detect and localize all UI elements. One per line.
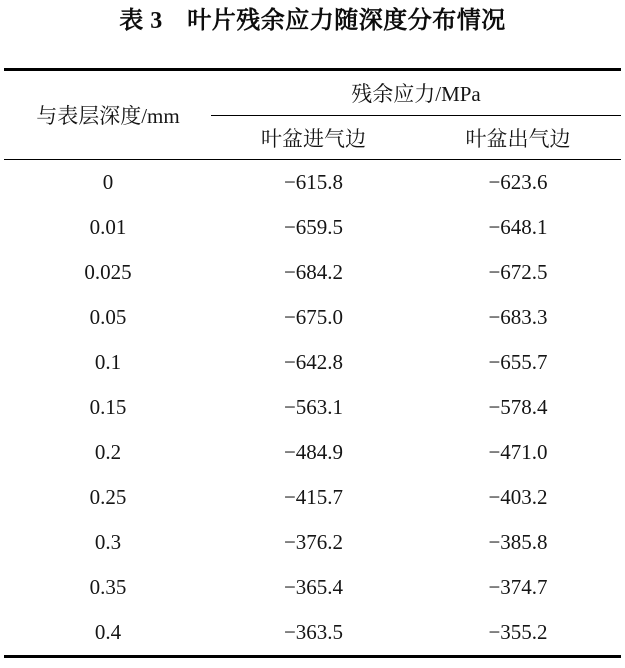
inlet-stress-cell: −563.1 (283, 395, 344, 419)
inlet-stress-cell: −363.5 (283, 620, 344, 644)
outlet-stress-cell: −385.8 (488, 530, 548, 554)
table-row (4, 385, 620, 430)
depth-cell: 0.1 (94, 350, 122, 374)
inlet-stress-cell: −365.4 (283, 575, 344, 599)
depth-cell: 0.2 (94, 440, 122, 464)
inlet-stress-cell: −615.8 (283, 170, 344, 194)
depth-cell: 0.25 (89, 485, 127, 509)
table-body (4, 160, 620, 657)
depth-cell: 0.15 (89, 395, 127, 419)
inlet-stress-cell: −484.9 (283, 440, 344, 464)
outlet-stress-cell: −672.5 (488, 260, 548, 284)
outlet-stress-cell: −471.0 (488, 440, 548, 464)
table-row (4, 295, 620, 340)
outlet-stress-cell: −655.7 (488, 350, 548, 374)
table-row (4, 520, 620, 565)
residual-stress-table (4, 68, 620, 658)
header-outlet-edge: 叶盆出气边 (415, 116, 620, 160)
inlet-stress-cell: −415.7 (283, 485, 344, 509)
table-header (4, 70, 620, 160)
table-row (4, 340, 620, 385)
depth-cell: 0.01 (89, 215, 127, 239)
outlet-stress-cell: −578.4 (488, 395, 548, 419)
depth-cell: 0.35 (89, 575, 127, 599)
header-depth: 与表层深度/mm (4, 70, 211, 160)
inlet-stress-cell: −659.5 (283, 215, 344, 239)
table-caption: 表 3 叶片残余应力随深度分布情况 (119, 8, 506, 34)
outlet-stress-cell: −374.7 (488, 575, 548, 599)
outlet-stress-cell: −683.3 (488, 305, 548, 329)
table-row (4, 205, 620, 250)
outlet-stress-cell: −355.2 (488, 620, 548, 644)
depth-cell: 0 (102, 170, 114, 194)
outlet-stress-cell: −648.1 (488, 215, 548, 239)
outlet-stress-cell: −403.2 (488, 485, 548, 509)
depth-cell: 0.4 (94, 620, 122, 644)
group-header-row (4, 70, 620, 116)
header-inlet-edge: 叶盆进气边 (211, 116, 415, 160)
inlet-stress-cell: −642.8 (283, 350, 344, 374)
table-row (4, 250, 620, 295)
inlet-stress-cell: −376.2 (283, 530, 344, 554)
table-row (4, 610, 620, 657)
table-row (4, 475, 620, 520)
table-row (4, 430, 620, 475)
inlet-stress-cell: −684.2 (283, 260, 344, 284)
depth-cell: 0.05 (89, 305, 127, 329)
depth-cell: 0.3 (94, 530, 122, 554)
depth-cell: 0.025 (84, 260, 132, 284)
inlet-stress-cell: −675.0 (283, 305, 344, 329)
table-row (4, 565, 620, 610)
header-residual-stress-group: 残余应力/MPa (211, 70, 620, 116)
table-row (4, 160, 620, 206)
outlet-stress-cell: −623.6 (488, 170, 548, 194)
